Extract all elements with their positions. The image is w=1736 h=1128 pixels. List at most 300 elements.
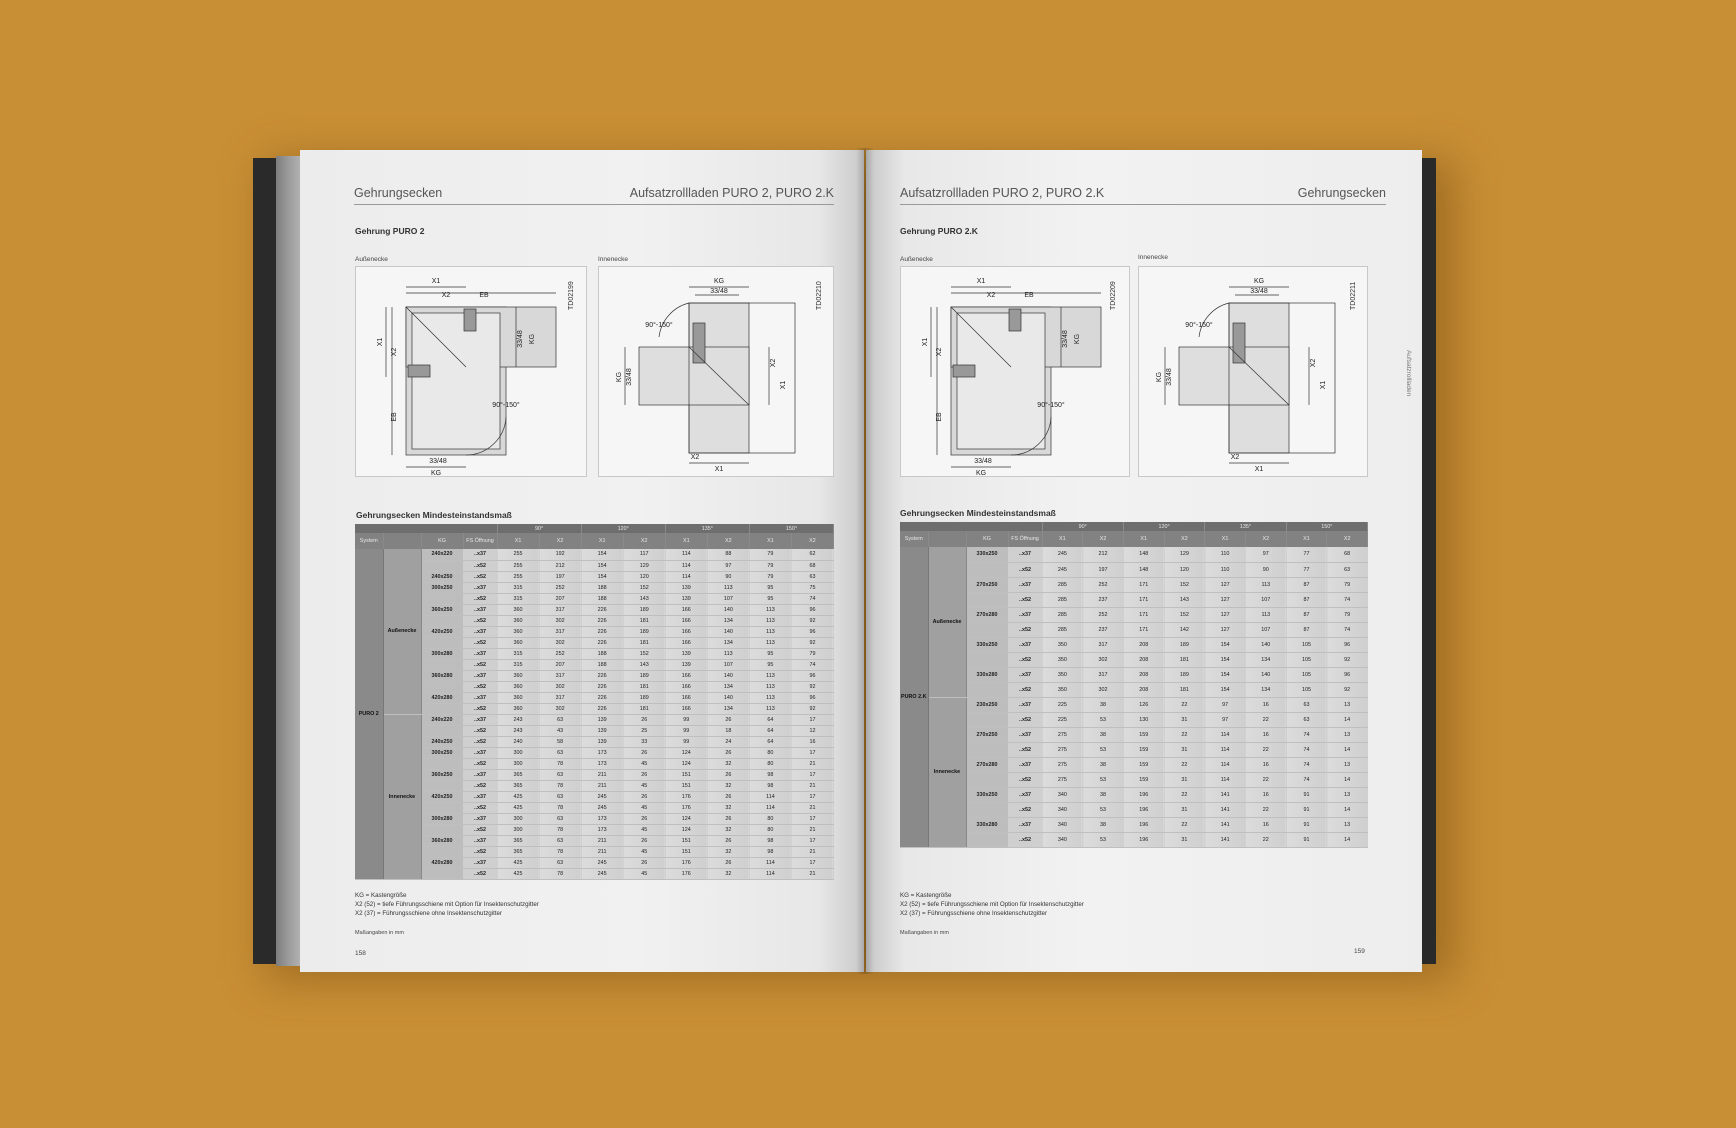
value-cell: 17 xyxy=(791,714,833,725)
value-cell: 80 xyxy=(749,747,791,758)
value-cell: 151 xyxy=(665,846,707,857)
opening-cell: ..x37 xyxy=(1008,757,1042,772)
value-cell: 171 xyxy=(1123,607,1164,622)
box-size-cell xyxy=(421,802,463,813)
value-cell: 53 xyxy=(1083,832,1124,847)
value-cell: 62 xyxy=(791,549,833,560)
value-cell: 13 xyxy=(1327,817,1368,832)
table-row xyxy=(355,626,834,637)
col-x1: X1 xyxy=(1205,531,1246,547)
value-cell: 14 xyxy=(1327,712,1368,727)
value-cell: 45 xyxy=(623,802,665,813)
table-row xyxy=(900,592,1368,607)
box-size-cell: 360x280 xyxy=(421,670,463,681)
value-cell: 252 xyxy=(539,648,581,659)
value-cell: 255 xyxy=(497,549,539,560)
box-size-cell: 300x250 xyxy=(421,747,463,758)
table-row xyxy=(355,857,834,868)
value-cell: 91 xyxy=(1286,832,1327,847)
value-cell: 159 xyxy=(1123,772,1164,787)
table-row xyxy=(900,817,1368,832)
figure-outer-corner xyxy=(900,266,1130,477)
value-cell: 208 xyxy=(1123,682,1164,697)
opening-cell: ..x37 xyxy=(463,670,497,681)
running-header-right: Gehrungsecken xyxy=(1297,186,1386,200)
value-cell: 92 xyxy=(791,637,833,648)
opening-cell: ..x37 xyxy=(463,549,497,560)
value-cell: 26 xyxy=(623,791,665,802)
value-cell: 166 xyxy=(665,692,707,703)
angle-header: 150° xyxy=(749,524,833,533)
table-subheader-row xyxy=(900,531,1368,547)
value-cell: 129 xyxy=(1164,547,1205,562)
header-rule xyxy=(354,204,834,205)
value-cell: 124 xyxy=(665,747,707,758)
value-cell: 77 xyxy=(1286,547,1327,562)
units-note: Maßangaben in mm xyxy=(900,930,949,936)
value-cell: 96 xyxy=(1327,637,1368,652)
value-cell: 181 xyxy=(1164,652,1205,667)
value-cell: 74 xyxy=(1286,742,1327,757)
value-cell: 173 xyxy=(581,813,623,824)
box-size-cell: 230x250 xyxy=(966,697,1008,712)
value-cell: 87 xyxy=(1286,577,1327,592)
value-cell: 63 xyxy=(539,791,581,802)
value-cell: 275 xyxy=(1042,772,1083,787)
value-cell: 208 xyxy=(1123,652,1164,667)
table-row xyxy=(355,813,834,824)
table-row xyxy=(900,757,1368,772)
table-row xyxy=(900,652,1368,667)
box-size-cell xyxy=(421,758,463,769)
value-cell: 97 xyxy=(707,560,749,571)
angle-header: 120° xyxy=(1123,522,1204,531)
value-cell: 139 xyxy=(665,582,707,593)
value-cell: 16 xyxy=(1245,757,1286,772)
table-row xyxy=(900,547,1368,562)
value-cell: 127 xyxy=(1205,607,1246,622)
value-cell: 63 xyxy=(539,714,581,725)
opening-cell: ..x37 xyxy=(1008,817,1042,832)
box-size-cell xyxy=(966,562,1008,577)
value-cell: 425 xyxy=(497,791,539,802)
value-cell: 97 xyxy=(1205,712,1246,727)
box-size-cell xyxy=(966,652,1008,667)
value-cell: 74 xyxy=(1286,727,1327,742)
value-cell: 188 xyxy=(581,582,623,593)
box-size-cell: 270x250 xyxy=(966,727,1008,742)
corner-type-cell: Außenecke xyxy=(383,549,421,714)
figure-label-inner: Innenecke xyxy=(1138,254,1168,261)
value-cell: 98 xyxy=(749,846,791,857)
value-cell: 151 xyxy=(665,780,707,791)
value-cell: 130 xyxy=(1123,712,1164,727)
figure-label-outer: Außenecke xyxy=(355,256,388,263)
value-cell: 91 xyxy=(1286,787,1327,802)
value-cell: 63 xyxy=(539,857,581,868)
value-cell: 285 xyxy=(1042,607,1083,622)
value-cell: 95 xyxy=(749,648,791,659)
value-cell: 74 xyxy=(791,593,833,604)
value-cell: 154 xyxy=(581,549,623,560)
value-cell: 68 xyxy=(1327,547,1368,562)
svg-text:X2: X2 xyxy=(690,454,700,461)
value-cell: 92 xyxy=(791,615,833,626)
value-cell: 21 xyxy=(791,824,833,835)
value-cell: 78 xyxy=(539,846,581,857)
box-size-cell: 420x280 xyxy=(421,857,463,868)
value-cell: 21 xyxy=(791,846,833,857)
value-cell: 92 xyxy=(1327,682,1368,697)
value-cell: 140 xyxy=(707,692,749,703)
opening-cell: ..x37 xyxy=(1008,727,1042,742)
opening-cell: ..x37 xyxy=(1008,607,1042,622)
value-cell: 45 xyxy=(623,758,665,769)
system-cell: PURO 2.K xyxy=(900,547,928,847)
value-cell: 141 xyxy=(1205,832,1246,847)
value-cell: 78 xyxy=(539,780,581,791)
figure-outer-corner xyxy=(355,266,587,477)
value-cell: 17 xyxy=(791,813,833,824)
value-cell: 113 xyxy=(749,670,791,681)
value-cell: 17 xyxy=(791,857,833,868)
value-cell: 97 xyxy=(1245,547,1286,562)
value-cell: 22 xyxy=(1245,742,1286,757)
value-cell: 226 xyxy=(581,692,623,703)
running-header-left: Gehrungsecken xyxy=(354,186,443,200)
value-cell: 275 xyxy=(1042,757,1083,772)
col-kg: KG xyxy=(966,531,1008,547)
value-cell: 207 xyxy=(539,593,581,604)
table-row xyxy=(355,725,834,736)
col-x2: X2 xyxy=(623,533,665,549)
box-size-cell xyxy=(421,681,463,692)
value-cell: 207 xyxy=(539,659,581,670)
value-cell: 226 xyxy=(581,615,623,626)
table-row xyxy=(355,648,834,659)
value-cell: 91 xyxy=(1286,802,1327,817)
svg-text:90°-150°: 90°-150° xyxy=(1185,322,1213,329)
value-cell: 188 xyxy=(581,648,623,659)
table-row xyxy=(355,549,834,560)
table-row xyxy=(355,560,834,571)
value-cell: 252 xyxy=(1083,577,1124,592)
opening-cell: ..x37 xyxy=(463,813,497,824)
value-cell: 80 xyxy=(749,758,791,769)
value-cell: 63 xyxy=(539,747,581,758)
opening-cell: ..x37 xyxy=(463,714,497,725)
corner-type-cell: Innenecke xyxy=(928,697,966,847)
value-cell: 113 xyxy=(749,637,791,648)
value-cell: 113 xyxy=(749,692,791,703)
running-header-left: Aufsatzrollladen PURO 2, PURO 2.K xyxy=(900,186,1105,200)
col-x1: X1 xyxy=(581,533,623,549)
value-cell: 243 xyxy=(497,725,539,736)
table-subheader-row xyxy=(355,533,834,549)
opening-cell: ..x52 xyxy=(463,824,497,835)
value-cell: 26 xyxy=(623,769,665,780)
value-cell: 124 xyxy=(665,813,707,824)
value-cell: 92 xyxy=(1327,652,1368,667)
value-cell: 189 xyxy=(623,692,665,703)
value-cell: 114 xyxy=(1205,727,1246,742)
value-cell: 96 xyxy=(791,692,833,703)
table-row xyxy=(900,607,1368,622)
value-cell: 245 xyxy=(581,802,623,813)
value-cell: 189 xyxy=(623,604,665,615)
value-cell: 166 xyxy=(665,703,707,714)
angle-header: 135° xyxy=(1205,522,1286,531)
value-cell: 107 xyxy=(1245,622,1286,637)
svg-text:X2: X2 xyxy=(1230,454,1240,461)
opening-cell: ..x52 xyxy=(1008,652,1042,667)
table-row xyxy=(900,802,1368,817)
table-row xyxy=(900,742,1368,757)
opening-cell: ..x37 xyxy=(1008,667,1042,682)
value-cell: 38 xyxy=(1083,727,1124,742)
value-cell: 26 xyxy=(623,747,665,758)
value-cell: 74 xyxy=(1327,622,1368,637)
value-cell: 252 xyxy=(539,582,581,593)
footnotes xyxy=(900,891,1084,918)
right-page xyxy=(866,150,1422,972)
value-cell: 226 xyxy=(581,681,623,692)
section-title: Gehrung PURO 2 xyxy=(355,226,425,236)
side-tab: Aufsatzrollladen xyxy=(1405,350,1412,397)
value-cell: 134 xyxy=(707,703,749,714)
value-cell: 16 xyxy=(1245,787,1286,802)
table-row xyxy=(355,604,834,615)
value-cell: 173 xyxy=(581,824,623,835)
value-cell: 13 xyxy=(1327,757,1368,772)
svg-text:X1: X1 xyxy=(1320,380,1327,390)
value-cell: 12 xyxy=(791,725,833,736)
angle-header: 120° xyxy=(581,524,665,533)
value-cell: 32 xyxy=(707,868,749,879)
value-cell: 32 xyxy=(707,802,749,813)
value-cell: 95 xyxy=(749,659,791,670)
opening-cell: ..x37 xyxy=(463,747,497,758)
svg-text:X1: X1 xyxy=(431,278,441,285)
angle-header: 135° xyxy=(665,524,749,533)
value-cell: 68 xyxy=(791,560,833,571)
table-row xyxy=(900,832,1368,847)
value-cell: 211 xyxy=(581,835,623,846)
value-cell: 181 xyxy=(623,615,665,626)
opening-cell: ..x52 xyxy=(1008,682,1042,697)
value-cell: 140 xyxy=(707,604,749,615)
value-cell: 22 xyxy=(1164,817,1205,832)
value-cell: 129 xyxy=(623,560,665,571)
value-cell: 13 xyxy=(1327,697,1368,712)
value-cell: 154 xyxy=(581,560,623,571)
table-row xyxy=(355,703,834,714)
angle-header: 90° xyxy=(497,524,581,533)
value-cell: 154 xyxy=(1205,637,1246,652)
value-cell: 350 xyxy=(1042,637,1083,652)
col-kg: KG xyxy=(421,533,463,549)
value-cell: 212 xyxy=(539,560,581,571)
opening-cell: ..x37 xyxy=(463,604,497,615)
value-cell: 176 xyxy=(665,857,707,868)
box-size-cell xyxy=(421,725,463,736)
value-cell: 22 xyxy=(1164,787,1205,802)
value-cell: 300 xyxy=(497,824,539,835)
col-x1: X1 xyxy=(1286,531,1327,547)
col-x2: X2 xyxy=(539,533,581,549)
opening-cell: ..x37 xyxy=(1008,697,1042,712)
svg-text:X1: X1 xyxy=(714,466,724,473)
clearance-table xyxy=(355,524,834,880)
svg-text:EB: EB xyxy=(1024,292,1034,299)
value-cell: 17 xyxy=(791,747,833,758)
opening-cell: ..x37 xyxy=(463,857,497,868)
value-cell: 113 xyxy=(707,648,749,659)
svg-text:KG: KG xyxy=(616,371,623,383)
table-row xyxy=(355,824,834,835)
table-row xyxy=(355,659,834,670)
value-cell: 64 xyxy=(749,714,791,725)
box-size-cell xyxy=(966,712,1008,727)
value-cell: 141 xyxy=(1205,802,1246,817)
value-cell: 317 xyxy=(539,604,581,615)
box-size-cell: 360x280 xyxy=(421,835,463,846)
value-cell: 114 xyxy=(1205,742,1246,757)
drawing-outer-corner xyxy=(356,267,587,477)
value-cell: 245 xyxy=(1042,562,1083,577)
value-cell: 21 xyxy=(791,758,833,769)
value-cell: 90 xyxy=(1245,562,1286,577)
value-cell: 105 xyxy=(1286,667,1327,682)
value-cell: 31 xyxy=(1164,832,1205,847)
value-cell: 14 xyxy=(1327,772,1368,787)
col-x2: X2 xyxy=(1245,531,1286,547)
col-system: System xyxy=(900,531,928,547)
value-cell: 166 xyxy=(665,604,707,615)
box-size-cell xyxy=(966,802,1008,817)
value-cell: 142 xyxy=(1164,622,1205,637)
left-page xyxy=(300,150,864,972)
box-size-cell: 360x250 xyxy=(421,604,463,615)
value-cell: 134 xyxy=(707,681,749,692)
opening-cell: ..x37 xyxy=(1008,577,1042,592)
box-size-cell: 300x280 xyxy=(421,813,463,824)
opening-cell: ..x52 xyxy=(463,681,497,692)
value-cell: 134 xyxy=(707,637,749,648)
value-cell: 22 xyxy=(1245,712,1286,727)
opening-cell: ..x52 xyxy=(463,615,497,626)
value-cell: 340 xyxy=(1042,817,1083,832)
value-cell: 16 xyxy=(791,736,833,747)
table-title: Gehrungsecken Mindesteinstandsmaß xyxy=(356,510,512,520)
box-size-cell: 330x250 xyxy=(966,547,1008,562)
table-row xyxy=(355,791,834,802)
value-cell: 13 xyxy=(1327,727,1368,742)
table-row xyxy=(900,727,1368,742)
value-cell: 176 xyxy=(665,802,707,813)
figure-label-inner: Innenecke xyxy=(598,256,628,263)
value-cell: 275 xyxy=(1042,727,1083,742)
svg-text:X2: X2 xyxy=(441,292,451,299)
value-cell: 166 xyxy=(665,670,707,681)
value-cell: 425 xyxy=(497,857,539,868)
value-cell: 189 xyxy=(623,626,665,637)
value-cell: 208 xyxy=(1123,667,1164,682)
value-cell: 79 xyxy=(1327,577,1368,592)
value-cell: 365 xyxy=(497,780,539,791)
value-cell: 38 xyxy=(1083,757,1124,772)
table-row xyxy=(355,868,834,879)
svg-text:X1: X1 xyxy=(1254,466,1264,473)
value-cell: 176 xyxy=(665,868,707,879)
table-row xyxy=(355,846,834,857)
value-cell: 173 xyxy=(581,758,623,769)
value-cell: 26 xyxy=(707,791,749,802)
value-cell: 16 xyxy=(1245,817,1286,832)
value-cell: 237 xyxy=(1083,622,1124,637)
svg-text:KG: KG xyxy=(529,333,536,345)
value-cell: 226 xyxy=(581,670,623,681)
value-cell: 212 xyxy=(1083,547,1124,562)
value-cell: 17 xyxy=(791,791,833,802)
value-cell: 159 xyxy=(1123,757,1164,772)
value-cell: 317 xyxy=(539,692,581,703)
opening-cell: ..x52 xyxy=(1008,592,1042,607)
box-size-cell: 240x250 xyxy=(421,571,463,582)
value-cell: 78 xyxy=(539,824,581,835)
col-x1: X1 xyxy=(497,533,539,549)
clearance-table xyxy=(900,522,1368,848)
value-cell: 211 xyxy=(581,846,623,857)
value-cell: 245 xyxy=(581,857,623,868)
value-cell: 113 xyxy=(749,604,791,615)
value-cell: 127 xyxy=(1205,592,1246,607)
svg-text:X1: X1 xyxy=(922,337,929,347)
value-cell: 105 xyxy=(1286,637,1327,652)
value-cell: 315 xyxy=(497,659,539,670)
value-cell: 14 xyxy=(1327,802,1368,817)
value-cell: 340 xyxy=(1042,832,1083,847)
value-cell: 26 xyxy=(707,769,749,780)
value-cell: 154 xyxy=(581,571,623,582)
corner-type-cell: Außenecke xyxy=(928,547,966,697)
svg-text:X2: X2 xyxy=(936,347,943,357)
box-size-cell xyxy=(966,622,1008,637)
value-cell: 105 xyxy=(1286,682,1327,697)
opening-cell: ..x37 xyxy=(1008,637,1042,652)
opening-cell: ..x37 xyxy=(463,626,497,637)
value-cell: 74 xyxy=(1286,772,1327,787)
value-cell: 92 xyxy=(791,703,833,714)
opening-cell: ..x37 xyxy=(1008,547,1042,562)
value-cell: 92 xyxy=(791,681,833,692)
value-cell: 17 xyxy=(791,835,833,846)
value-cell: 302 xyxy=(539,615,581,626)
box-size-cell xyxy=(421,868,463,879)
value-cell: 148 xyxy=(1123,562,1164,577)
value-cell: 22 xyxy=(1245,772,1286,787)
value-cell: 152 xyxy=(1164,577,1205,592)
value-cell: 252 xyxy=(1083,607,1124,622)
value-cell: 16 xyxy=(1245,697,1286,712)
table-header-row xyxy=(355,524,834,533)
value-cell: 350 xyxy=(1042,667,1083,682)
table-row xyxy=(355,670,834,681)
value-cell: 24 xyxy=(707,736,749,747)
value-cell: 22 xyxy=(1164,727,1205,742)
value-cell: 22 xyxy=(1245,802,1286,817)
value-cell: 143 xyxy=(623,593,665,604)
